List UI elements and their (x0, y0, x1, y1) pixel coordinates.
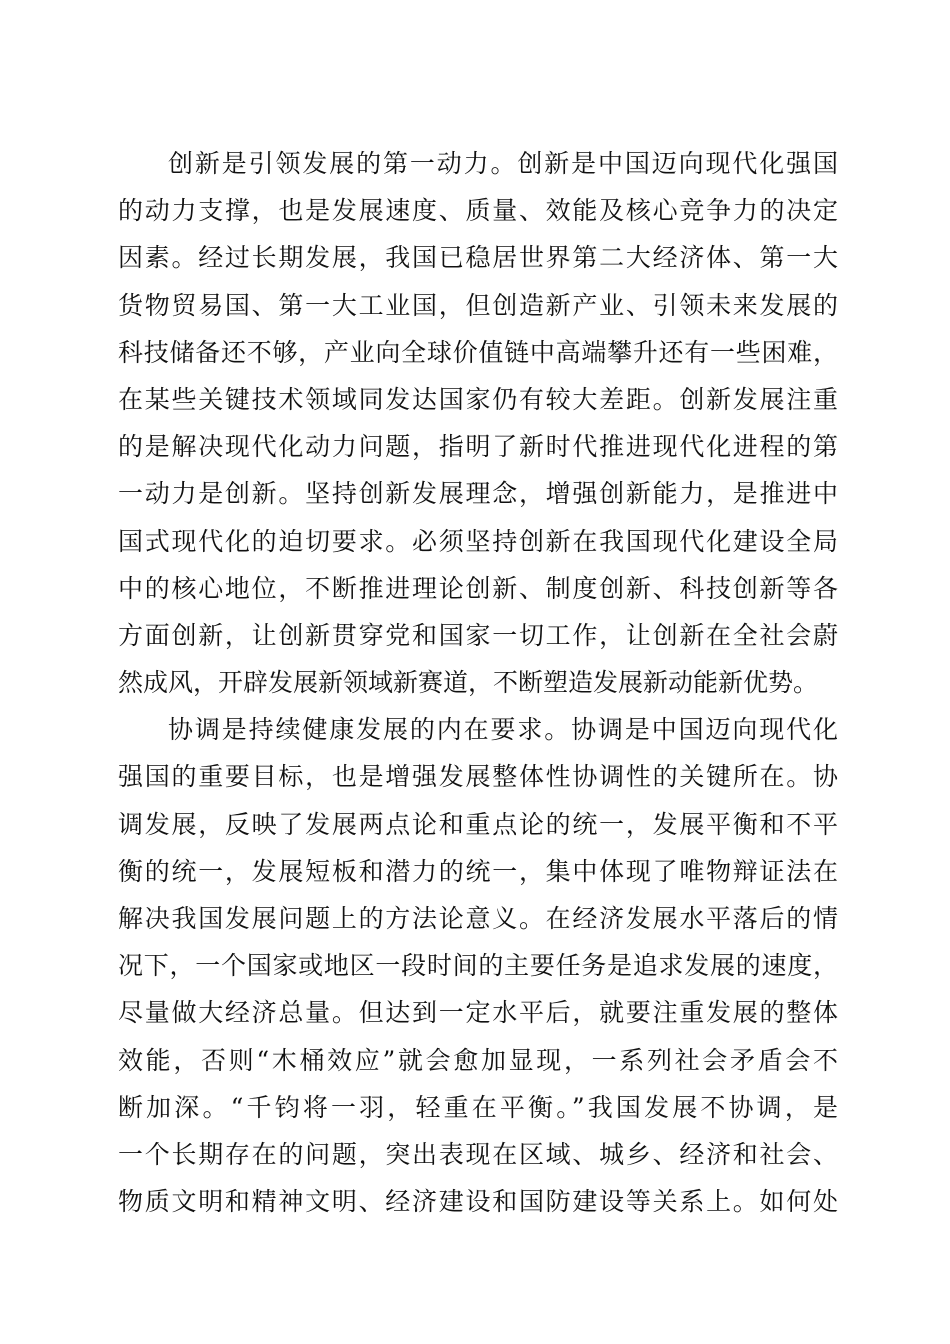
paragraph-1-line-8: 一动力是创新。坚持创新发展理念，增强创新能力，是推进中 (118, 479, 838, 509)
paragraph-2-line-5: 解决我国发展问题上的方法论意义。在经济发展水平落后的情 (118, 904, 838, 933)
paragraph-2-line-10: 一个长期存在的问题，突出表现在区域、城乡、经济和社会、 (118, 1139, 838, 1169)
paragraph-1-line-1: 创新是引领发展的第一动力。创新是中国迈向现代化强国 (168, 149, 838, 178)
paragraph-1-line-9: 国式现代化的迫切要求。必须坚持创新在我国现代化建设全局 (118, 526, 838, 556)
paragraph-1-line-10: 中的核心地位，不断推进理论创新、制度创新、科技创新等各 (118, 573, 838, 603)
paragraph-2-line-8: 效能，否则“木桶效应”就会愈加显现，一系列社会矛盾会不 (118, 1045, 838, 1075)
paragraph-1-line-12: 然成风，开辟发展新领域新赛道，不断塑造发展新动能新优势。 (118, 668, 819, 698)
paragraph-2-line-9: 断加深。“千钧将一羽，轻重在平衡。”我国发展不协调，是 (118, 1092, 838, 1122)
paragraph-2-line-2: 强国的重要目标，也是增强发展整体性协调性的关键所在。协 (118, 762, 838, 792)
paragraph-1-line-4: 货物贸易国、第一大工业国，但创造新产业、引领未来发展的 (118, 290, 838, 320)
paragraph-1-line-6: 在某些关键技术领域同发达国家仍有较大差距。创新发展注重 (118, 384, 838, 414)
paragraph-2-line-3: 调发展，反映了发展两点论和重点论的统一，发展平衡和不平 (118, 809, 838, 839)
paragraph-1-line-7: 的是解决现代化动力问题，指明了新时代推进现代化进程的第 (118, 432, 838, 462)
paragraph-2-line-11: 物质文明和精神文明、经济建设和国防建设等关系上。如何处 (118, 1187, 838, 1217)
body-text (118, 140, 838, 1225)
paragraph-1-line-2: 的动力支撑，也是发展速度、质量、效能及核心竞争力的决定 (118, 196, 838, 226)
paragraph-2-line-7: 尽量做大经济总量。但达到一定水平后，就要注重发展的整体 (118, 998, 838, 1028)
paragraph-1-line-3: 因素。经过长期发展，我国已稳居世界第二大经济体、第一大 (118, 243, 838, 273)
paragraph-2-line-1: 协调是持续健康发展的内在要求。协调是中国迈向现代化 (168, 715, 838, 745)
paragraph-2-line-4: 衡的统一，发展短板和潜力的统一，集中体现了唯物辩证法在 (118, 856, 838, 886)
paragraph-1-line-11: 方面创新，让创新贯穿党和国家一切工作，让创新在全社会蔚 (118, 620, 838, 650)
paragraph-1-line-5: 科技储备还不够，产业向全球价值链中高端攀升还有一些困难， (118, 337, 838, 367)
paragraph-2-line-6: 况下，一个国家或地区一段时间的主要任务是追求发展的速度， (118, 951, 838, 981)
